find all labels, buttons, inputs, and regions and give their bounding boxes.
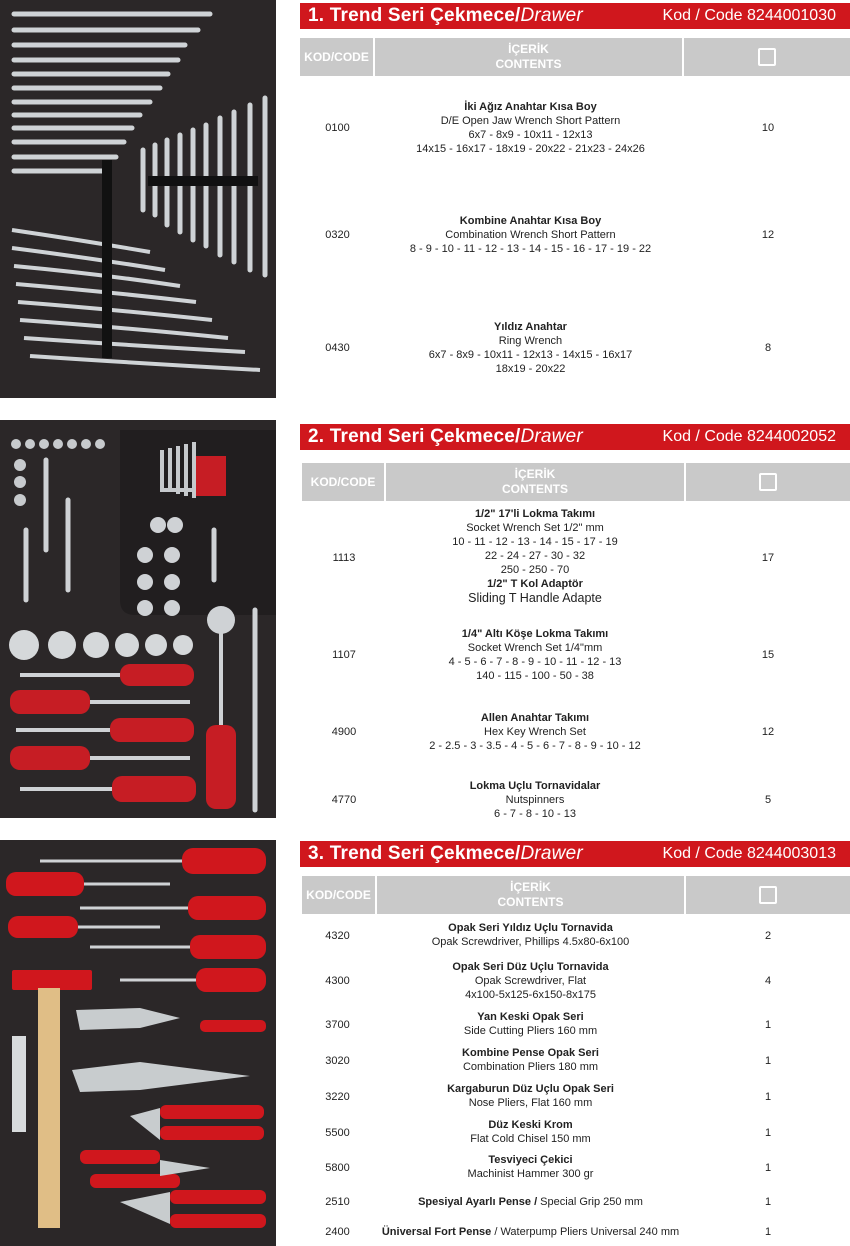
section-code: Kod / Code 8244003013 [662, 845, 836, 862]
column-code: KOD/CODE [302, 463, 384, 501]
section-code: Kod / Code 8244001030 [662, 7, 836, 24]
column-content: İÇERİK CONTENTS [386, 463, 684, 501]
column-qty [686, 463, 850, 501]
drawer-1-photo [0, 0, 276, 398]
section-title: 3. Trend Seri Çekmece/Drawer [308, 843, 583, 864]
column-code: KOD/CODE [302, 876, 375, 914]
column-content: İÇERİK CONTENTS [375, 38, 682, 76]
box-icon [759, 886, 777, 904]
section-title: 1. Trend Seri Çekmece/Drawer [308, 5, 583, 26]
table-header [302, 463, 850, 501]
drawer-1-header [300, 3, 850, 29]
box-icon [758, 48, 776, 66]
section-code: Kod / Code 8244002052 [662, 428, 836, 445]
section-title: 2. Trend Seri Çekmece/Drawer [308, 426, 583, 447]
drawer-3-header [300, 841, 850, 867]
drawer-3-photo [0, 840, 276, 1246]
drawer-2-photo [0, 420, 276, 818]
drawer-2-header [300, 424, 850, 450]
column-qty [686, 876, 850, 914]
table-header [302, 876, 850, 914]
column-code: KOD/CODE [300, 38, 373, 76]
column-qty [684, 38, 850, 76]
column-content: İÇERİK CONTENTS [377, 876, 684, 914]
table-header [300, 38, 850, 76]
box-icon [759, 473, 777, 491]
